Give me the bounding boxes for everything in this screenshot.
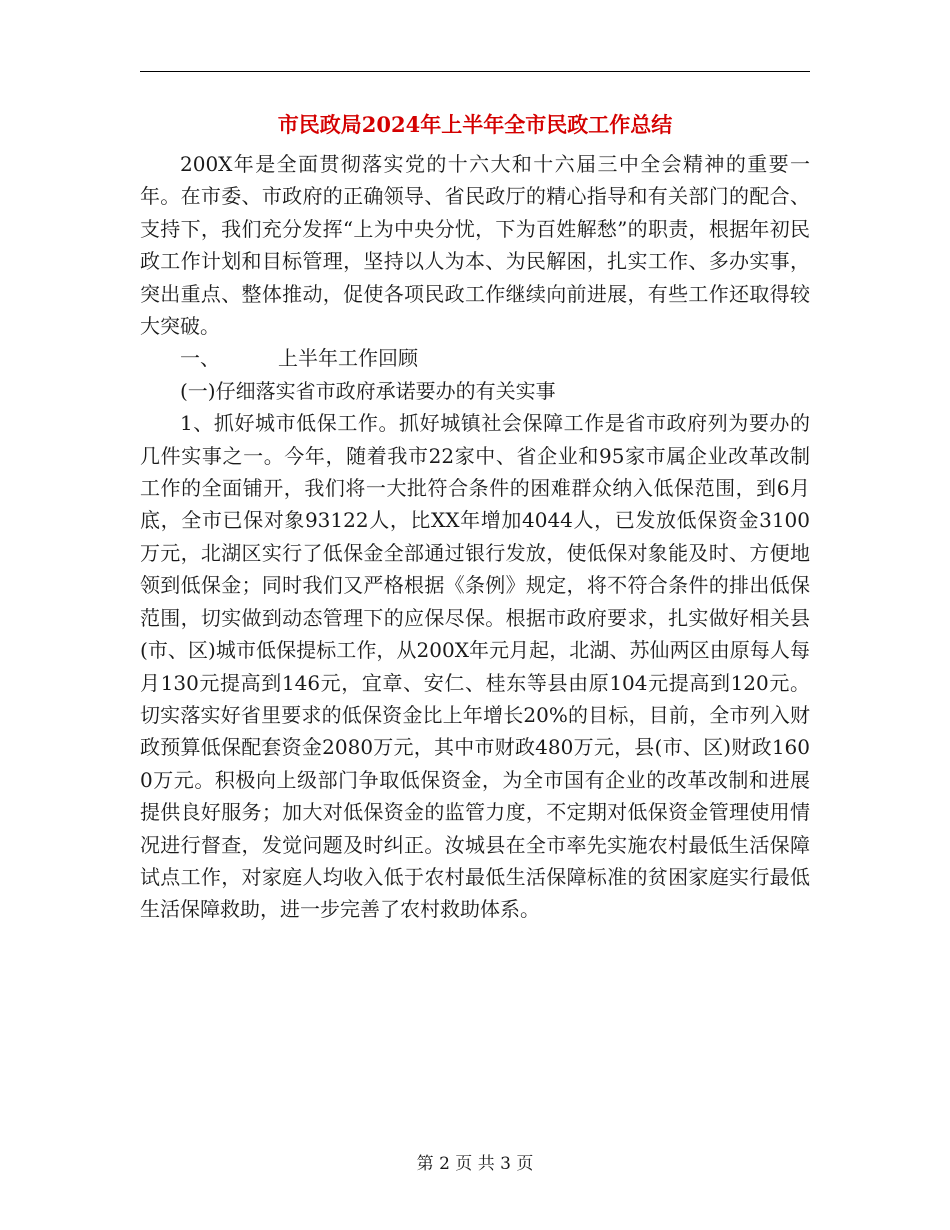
item-1-paragraph: 1、抓好城市低保工作。抓好城镇社会保障工作是省市政府列为要办的几件实事之一。今年，随着我市22家中、省企业和95家市属企业改革改制工作的全面铺开，我们将一大批符合条件的困难群众纳入低保范围，到6月底，全市已保对象93122人，比XX年增加4044人，已发放低保资金3100万元，北湖区实行了低保金全部通过银行发放，使低保对象能及时、方便地领到低保金；同时我们又严格根据《条例》规定，将不符合条件的排出低保范围，切实做到动态管理下的应保尽保。根据市政府要求，扎实做好相关县(市、区)城市低保提标工作，从200X年元月起，北湖、苏仙两区由原每人每月130元提高到146元，宜章、安仁、桂东等县由原104元提高到120元。切实落实好省里要求的低保资金比上年增长20%的目标，目前，全市列入财政预算低保配套资金2080万元，其中市财政480万元，县(市、区)财政1600万元。积极向上级部门争取低保资金，为全市国有企业的改革改制和进展提供良好服务；加大对低保资金的监管力度，不定期对低保资金管理使用情况进行督查，发觉问题及时纠正。汝城县在全市率先实施农村最低生活保障试点工作，对家庭人均收入低于农村最低生活保障标准的贫困家庭实行最低生活保障救助，进一步完善了农村救助体系。 — [140, 411, 810, 922]
page-number-footer: 第 2 页 共 3 页 — [416, 1154, 534, 1174]
header-rule — [140, 71, 810, 72]
section-title: 上半年工作回顾 — [278, 346, 418, 371]
section-heading — [140, 342, 810, 374]
intro-paragraph: 200X年是全面贯彻落实党的十六大和十六届三中全会精神的重要一年。在市委、市政府的正确领导、省民政厅的精心指导和有关部门的配合、支持下，我们充分发挥“上为中央分忧，下为百姓解愁”的职责，根据年初民政工作计划和目标管理，坚持以人为本、为民解困，扎实工作、多办实事，突出重点、整体推动，促使各项民政工作继续向前进展，有些工作还取得较大突破。 — [140, 152, 810, 339]
page-title: 市民政局2024年上半年全市民政工作总结 — [277, 112, 673, 137]
section-number: 一、 — [180, 346, 220, 371]
subsection-heading: (一)仔细落实省市政府承诺要办的有关实事 — [180, 378, 556, 403]
document-body — [140, 148, 810, 926]
